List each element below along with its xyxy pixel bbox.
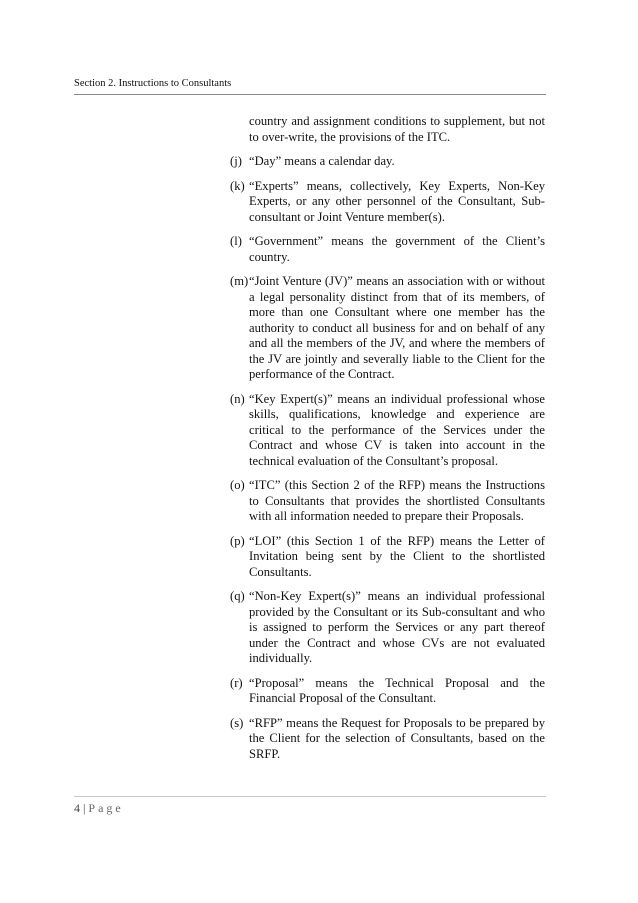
definition-label: (q) xyxy=(230,589,245,603)
definition-item-q xyxy=(230,589,545,667)
definition-item-s xyxy=(230,716,545,763)
definition-item-j xyxy=(230,154,545,170)
footer-separator: | xyxy=(83,801,86,815)
definition-label: (s) xyxy=(230,715,244,730)
definition-item-k xyxy=(230,179,545,226)
definition-item-m xyxy=(230,274,545,383)
definition-label: (o) xyxy=(230,478,245,492)
definitions-section xyxy=(230,114,545,771)
definition-text: “Government” means the government of the Client’s country. xyxy=(249,234,545,264)
page-number: 4 xyxy=(74,801,80,815)
running-header: Section 2. Instructions to Consultants xyxy=(74,78,546,95)
definition-item-n xyxy=(230,392,545,470)
definition-label: (m) xyxy=(230,274,249,288)
definition-text: “ITC” (this Section 2 of the RFP) means the Instructions to Consultants that provides the shortlisted Consultants with all information needed to prepare their Proposals. xyxy=(249,478,545,523)
definition-label: (j) xyxy=(230,154,242,168)
definition-text: “Joint Venture (JV)” means an association with or without a legal personality distinct from that of its members, of more than one Consultant where one member has the authority to conduct all business for and on behalf of any and all the members of the JV, and where the members of the JV are jointly and severally liable to the Client for the performance of the Contract. xyxy=(249,274,545,381)
definition-text: “RFP” means the Request for Proposals to be prepared by the Client for the selection of Consultants, based on the SRFP. xyxy=(249,715,545,761)
definition-item-o xyxy=(230,478,545,525)
definition-text: “Non-Key Expert(s)” means an individual professional provided by the Consultant or its Sub-consultant and who is assigned to perform the Services or any part thereof under the Contract and whose CVs are not evaluated individually. xyxy=(249,589,545,665)
definition-label: (n) xyxy=(230,391,245,406)
footer-divider xyxy=(74,796,546,797)
page-footer xyxy=(74,801,124,815)
definition-text: “Key Expert(s)” means an individual professional whose skills, qualifications, knowledge and experience are critical to the performance of the Services under the Contract and whose CV is taken into account in the technical evaluation of the Consultant’s proposal. xyxy=(249,391,545,468)
definition-item-p xyxy=(230,534,545,581)
definition-label: (p) xyxy=(230,533,245,548)
definition-label: (l) xyxy=(230,234,242,248)
definition-text: “Experts” means, collectively, Key Experts, Non-Key Experts, or any other personnel of the Consultant, Sub-consultant or Joint Venture member(s). xyxy=(249,178,545,224)
definition-text: “LOI” (this Section 1 of the RFP) means the Letter of Invitation being sent by the Client to the shortlisted Consultants. xyxy=(249,533,545,579)
definition-label: (r) xyxy=(230,675,243,690)
definition-label: (k) xyxy=(230,178,245,193)
definition-item-r xyxy=(230,676,545,707)
continued-paragraph: country and assignment conditions to supplement, but not to over-write, the provisions of the ITC. xyxy=(249,114,545,144)
definition-text: “Proposal” means the Technical Proposal and the Financial Proposal of the Consultant. xyxy=(249,675,545,705)
definition-text: “Day” means a calendar day. xyxy=(249,154,395,168)
page-word: Page xyxy=(88,801,124,815)
definition-item-l xyxy=(230,234,545,265)
